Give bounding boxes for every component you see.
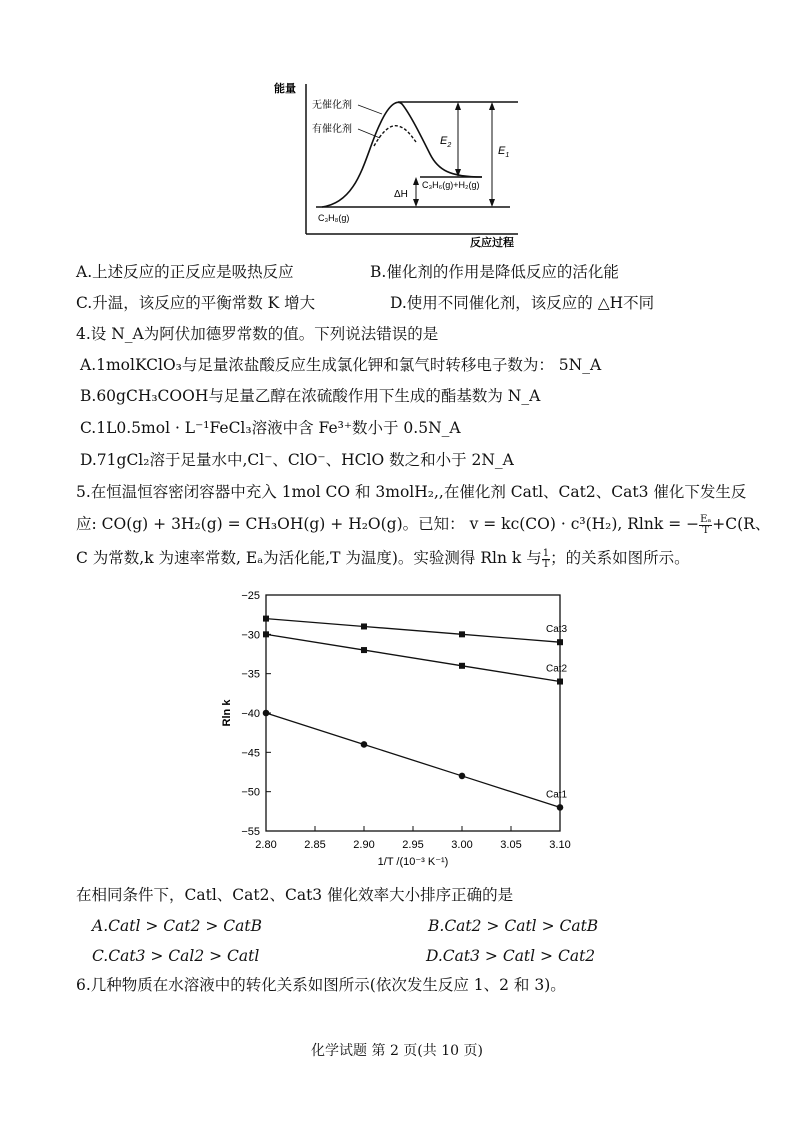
q5-option-b: B.Cat2 > Catl > CatB xyxy=(428,917,599,935)
y-tick-label: −25 xyxy=(241,590,260,602)
series-label-cat2: Cat2 xyxy=(546,663,568,675)
q5-inv-t-fraction xyxy=(542,549,550,570)
series-label-cat3: Cat3 xyxy=(546,624,568,636)
q5-line-3-text: C 为常数,k 为速率常数, Eₐ为活化能,T 为温度)。实验测得 Rln k 与 xyxy=(76,549,542,567)
x-axis-label: 1/T /(10⁻³ K⁻¹) xyxy=(377,856,449,868)
data-point-cat2 xyxy=(263,631,269,637)
process-axis-label: 反应过程 xyxy=(470,237,514,249)
q5-ea-num: Eₐ xyxy=(700,513,712,525)
data-point-cat2 xyxy=(459,663,465,669)
e1-label: $E_1$ xyxy=(498,145,510,159)
q4-option-a: A.1molKClO₃与足量浓盐酸反应生成氯化钾和氯气时转移电子数为： 5N_A xyxy=(80,356,602,374)
rlnk-chart xyxy=(210,585,580,875)
data-point-cat3 xyxy=(361,623,367,629)
q4-stem: 4.设 N_A为阿伏加德罗常数的值。下列说法错误的是 xyxy=(76,325,439,343)
q5-ea-fraction xyxy=(699,515,712,536)
y-axis-label: Rln k xyxy=(221,699,233,727)
catalyzed-label: 有催化剂 xyxy=(312,124,352,135)
q4-option-b: B.60gCH₃COOH与足量乙醇在浓硫酸作用下生成的酯基数为 N_A xyxy=(80,387,541,405)
q3-option-d: D.使用不同催化剂，该反应的 △H不同 xyxy=(390,294,655,312)
delta-h-label: ΔH xyxy=(394,189,408,200)
data-point-cat1 xyxy=(361,741,368,748)
series-line-cat3 xyxy=(266,619,560,643)
q5-inv-t-num: 1 xyxy=(542,547,550,559)
q5-option-a: A.Catl > Cat2 > CatB xyxy=(92,917,263,935)
q5-line-2-tail: +C(R、 xyxy=(712,515,771,533)
x-tick-label: 3.10 xyxy=(549,839,571,851)
x-tick-label: 2.80 xyxy=(255,839,277,851)
data-point-cat3 xyxy=(459,631,465,637)
x-tick-label: 3.05 xyxy=(500,839,522,851)
data-point-cat1 xyxy=(263,710,270,717)
e2-label: $E_2$ xyxy=(440,135,452,149)
q6-stem: 6.几种物质在水溶液中的转化关系如图所示(依次发生反应 1、2 和 3)。 xyxy=(76,976,566,994)
series-line-cat2 xyxy=(266,634,560,681)
q5-inv-t-den: T xyxy=(542,558,550,570)
data-point-cat3 xyxy=(263,616,269,622)
q5-option-c: C.Cat3 > Cal2 > Catl xyxy=(92,947,260,965)
data-point-cat1 xyxy=(557,804,564,811)
q5-line-3-tail: ；的关系如图所示。 xyxy=(550,549,690,567)
y-tick-label: −45 xyxy=(241,747,260,760)
q5-equation: 应: CO(g) + 3H₂(g) = CH₃OH(g) + H₂O(g)。已知： v = kc(CO) · c³(H₂), Rlnk = − xyxy=(76,515,700,533)
q5-line-2 xyxy=(76,513,770,536)
x-tick-label: 2.95 xyxy=(402,839,424,851)
series-label-cat1: Cat1 xyxy=(546,789,568,801)
y-tick-label: −30 xyxy=(241,629,260,642)
x-tick-label: 2.90 xyxy=(353,839,375,851)
q3-option-b: B.催化剂的作用是降低反应的活化能 xyxy=(370,263,619,281)
q5-question: 在相同条件下，Catl、Cat2、Cat3 催化效率大小排序正确的是 xyxy=(76,886,514,904)
q4-option-c: C.1L0.5mol · L⁻¹FeCl₃溶液中含 Fe³⁺数小于 0.5N_A xyxy=(80,419,461,437)
product-label: C₃H₆(g)+H₂(g) xyxy=(422,180,480,190)
x-tick-label: 3.00 xyxy=(451,839,473,851)
energy-diagram xyxy=(270,74,530,254)
q5-line-1: 5.在恒温恒容密闭容器中充入 1mol CO 和 3molH₂,,在催化剂 Catl、Cat2、Cat3 催化下发生反 xyxy=(76,483,747,501)
series-line-cat1 xyxy=(266,713,560,807)
q4-option-d: D.71gCl₂溶于足量水中,Cl⁻、ClO⁻、HClO 数之和小于 2N_A xyxy=(80,451,514,469)
data-point-cat2 xyxy=(361,647,367,653)
data-point-cat1 xyxy=(459,773,466,780)
y-tick-label: −40 xyxy=(241,708,260,720)
data-point-cat2 xyxy=(557,679,563,685)
y-tick-label: −55 xyxy=(241,826,260,838)
y-tick-label: −50 xyxy=(241,786,260,799)
y-tick-label: −35 xyxy=(241,668,260,681)
q5-option-d: D.Cat3 > Catl > Cat2 xyxy=(426,947,596,965)
q5-ea-den: T xyxy=(702,524,710,536)
data-point-cat3 xyxy=(557,639,563,645)
q5-line-3 xyxy=(76,547,690,570)
q3-option-a: A.上述反应的正反应是吸热反应 xyxy=(76,263,294,281)
x-tick-label: 2.85 xyxy=(304,839,326,851)
energy-axis-label: 能量 xyxy=(274,83,296,95)
page-footer: 化学试题 第 2 页(共 10 页) xyxy=(311,1043,483,1059)
reactant-label: C₃H₈(g) xyxy=(318,213,350,223)
q3-option-c: C.升温，该反应的平衡常数 K 增大 xyxy=(76,294,316,312)
uncatalyzed-label: 无催化剂 xyxy=(312,100,352,111)
